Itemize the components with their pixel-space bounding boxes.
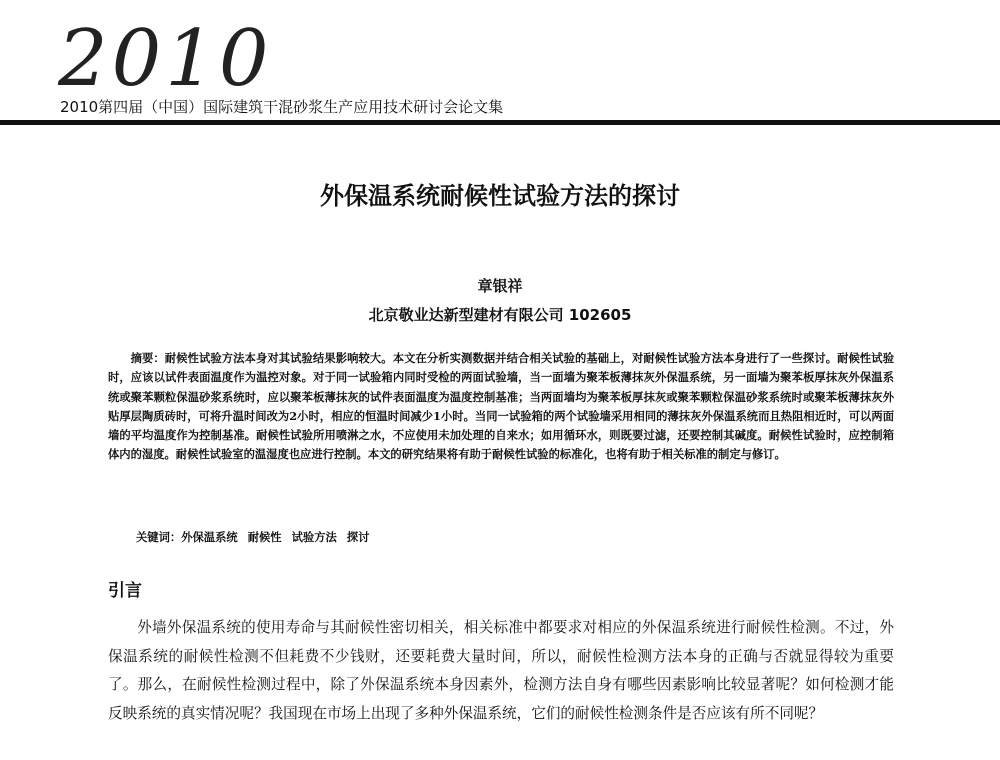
section-heading-intro: 引言 — [108, 581, 142, 601]
keywords-label: 关键词： — [136, 530, 182, 544]
keyword-item: 探讨 — [346, 530, 370, 544]
header-rule — [0, 120, 1000, 125]
paper-title: 外保温系统耐候性试验方法的探讨 — [320, 182, 680, 210]
proceedings-series-title: 2010第四届（中国）国际建筑干混砂浆生产应用技术研讨会论文集 — [60, 98, 504, 116]
header-year: 2010 — [58, 14, 273, 104]
abstract-paragraph: 摘要：耐候性试验方法本身对其试验结果影响较大。本文在分析实测数据并结合相关试验的基础上，对耐候性试验方法本身进行了一些探讨。耐候性试验时，应该以试件表面温度作为温控对象。对于同一试验箱内同时受检的两面试验墙，当一面墙为聚苯板薄抹灰外保温系统，另一面墙为聚苯板厚抹灰外保温系统或聚苯颗粒保温砂浆系统时，应以聚苯板薄抹灰的试件表面温度为温度控制基准；当两面墙均为聚苯板厚抹灰或聚苯颗粒保温砂浆系统时或聚苯板薄抹灰外贴厚层陶质砖时，可将升温时间改为2小时，相应的恒温时间减少1小时。当同一试验箱的两个试验墙采用相同的薄抹灰外保温系统而且热阻相近时，可以两面墙的平均温度作为控制基准。耐候性试验所用喷淋之水，不应使用未加处理的自来水；如用循环水，则既要过滤，还要控制其碱度。耐候性试验时，应控制箱体内的湿度。耐候性试验室的温湿度也应进行控制。本文的研究结果将有助于耐候性试验的标准化，也将有助于相关标准的制定与修订。 — [108, 351, 894, 462]
paper-author: 章银祥 — [477, 277, 523, 295]
paper-affiliation: 北京敬业达新型建材有限公司 102605 — [368, 306, 632, 324]
keywords-line — [136, 528, 896, 546]
keyword-item: 外保温系统 — [181, 530, 238, 544]
keyword-item: 耐候性 — [247, 530, 282, 544]
keyword-item: 试验方法 — [291, 530, 337, 544]
intro-paragraph: 外墙外保温系统的使用寿命与其耐候性密切相关，相关标准中都要求对相应的外保温系统进行耐候性检测。不过，外保温系统的耐候性检测不但耗费不少钱财，还要耗费大量时间，所以，耐候性检测方法本身的正确与否就显得较为重要了。那么，在耐候性检测过程中，除了外保温系统本身因素外，检测方法自身有哪些因素影响比较显著呢？如何检测才能反映系统的真实情况呢？我国现在市场上出现了多种外保温系统，它们的耐候性检测条件是否应该有所不同呢？ — [108, 619, 894, 722]
